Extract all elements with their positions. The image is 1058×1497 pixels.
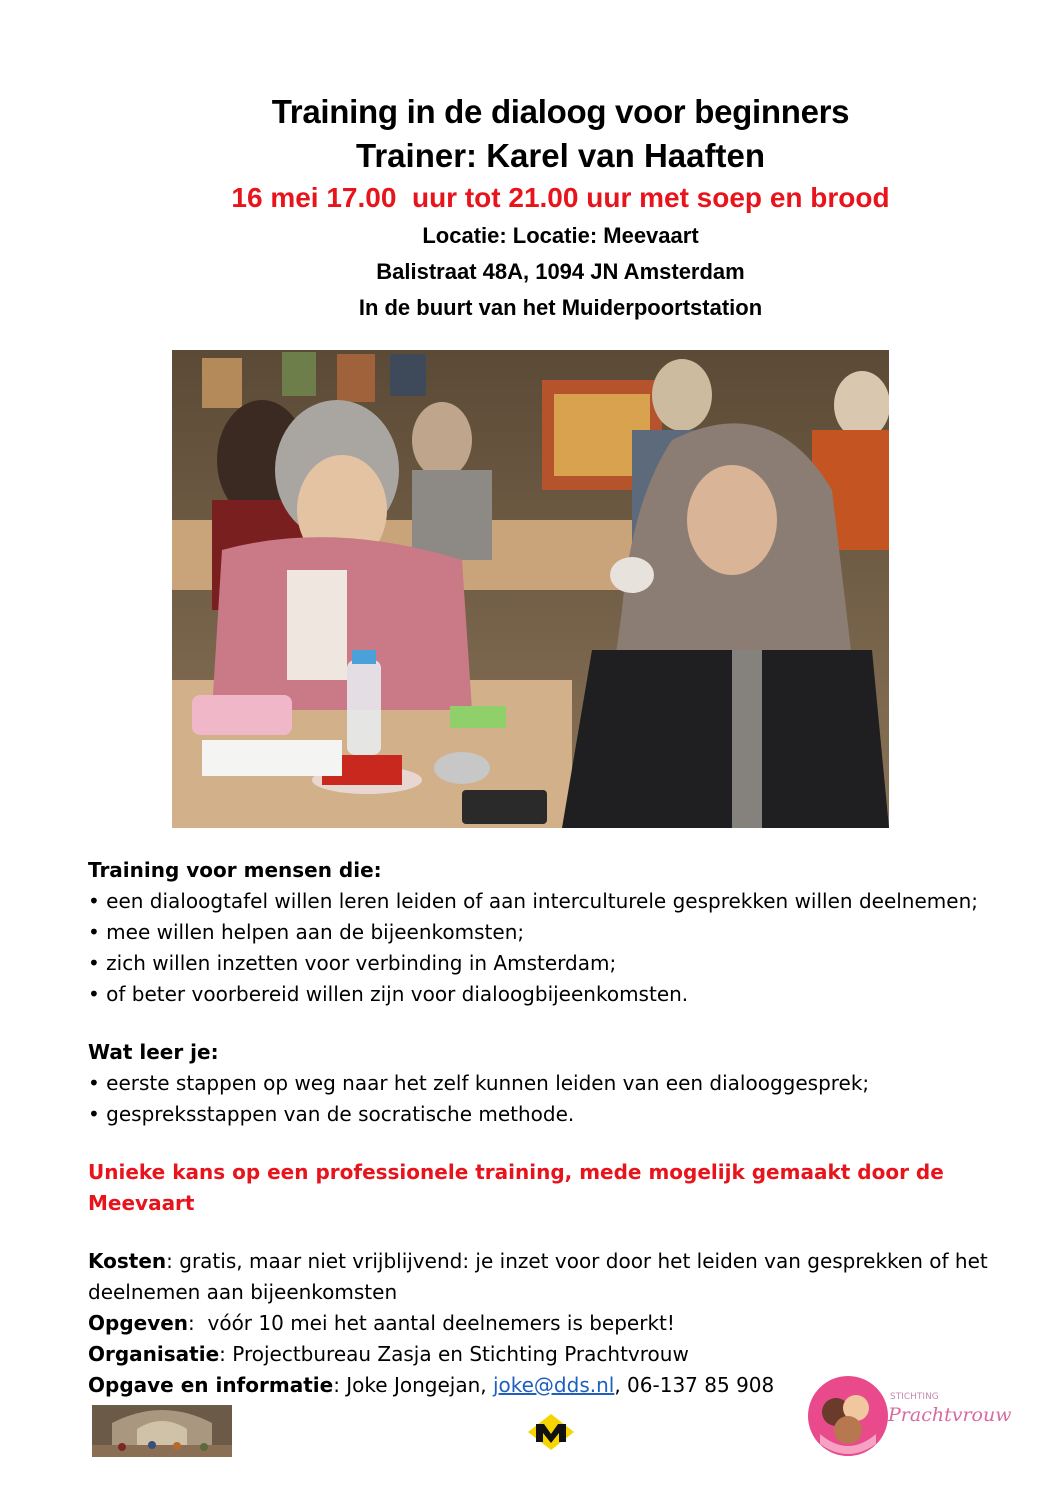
page-title: Training in de dialoog voor beginners xyxy=(271,93,850,130)
trainer-line: Trainer: Karel van Haaften xyxy=(356,137,765,174)
datetime-line: 16 mei 17.00 uur tot 21.00 uur met soep en brood xyxy=(231,182,890,213)
flyer-body xyxy=(88,855,1008,1401)
m-icon xyxy=(522,1412,580,1452)
prachtvrouw-name: Prachtvrouw xyxy=(888,1404,1012,1426)
info-text: : Joke Jongejan, xyxy=(333,1373,493,1397)
costs-text: : gratis, maar niet vrijblijvend: je inzet voor door het leiden van gesprekken of het deelnemen aan bijeenkomsten xyxy=(88,1249,988,1304)
location-line: Locatie: Locatie: Meevaart xyxy=(422,223,699,248)
meevaart-m-logo xyxy=(522,1412,580,1452)
flyer-header xyxy=(88,90,1033,326)
costs-line xyxy=(88,1246,1008,1308)
signup-text: : vóór 10 mei het aantal deelnemers is beperkt! xyxy=(188,1311,675,1335)
signup-line xyxy=(88,1308,1008,1339)
list-item: • mee willen helpen aan de bijeenkomsten; xyxy=(88,920,525,944)
costs-label: Kosten xyxy=(88,1249,167,1273)
spacer xyxy=(88,1130,1008,1157)
prachtvrouw-faces-icon xyxy=(806,1374,890,1458)
address-line: Balistraat 48A, 1094 JN Amsterdam xyxy=(376,259,745,284)
spacer xyxy=(88,1219,1008,1246)
nearby-line: In de buurt van het Muiderpoortstation xyxy=(358,295,763,320)
list-item: • of beter voorbereid willen zijn voor dialoogbijeenkomsten. xyxy=(88,982,689,1006)
list-item: • eerste stappen op weg naar het zelf kunnen leiden van een dialooggesprek; xyxy=(88,1071,870,1095)
phone-text: , 06-137 85 908 xyxy=(614,1373,775,1397)
prachtvrouw-logo xyxy=(806,1374,1012,1458)
organisation-label: Organisatie xyxy=(88,1342,220,1366)
info-label: Opgave en informatie xyxy=(88,1373,334,1397)
highlight-line: Unieke kans op een professionele training, mede mogelijk gemaakt door de Meevaart xyxy=(88,1160,944,1215)
list-item: • een dialoogtafel willen leren leiden of aan interculturele gesprekken willen deelnemen; xyxy=(88,889,978,913)
list-item: • gespreksstappen van de socratische methode. xyxy=(88,1102,575,1126)
workshop-photo-illustration xyxy=(172,350,889,828)
workshop-photo xyxy=(172,350,889,828)
organisation-line xyxy=(88,1339,1008,1370)
training-for-heading: Training voor mensen die: xyxy=(88,858,382,882)
list-item: • zich willen inzetten voor verbinding in Amsterdam; xyxy=(88,951,617,975)
organisation-text: : Projectbureau Zasja en Stichting Prachtvrouw xyxy=(219,1342,689,1366)
school-of-athens-logo xyxy=(92,1405,232,1457)
spacer xyxy=(88,1010,1008,1037)
email-link[interactable]: joke@dds.nl xyxy=(492,1373,615,1397)
signup-label: Opgeven xyxy=(88,1311,189,1335)
learn-heading: Wat leer je: xyxy=(88,1040,219,1064)
prachtvrouw-small-text: STICHTING xyxy=(890,1392,939,1402)
school-of-athens-image xyxy=(92,1405,232,1457)
